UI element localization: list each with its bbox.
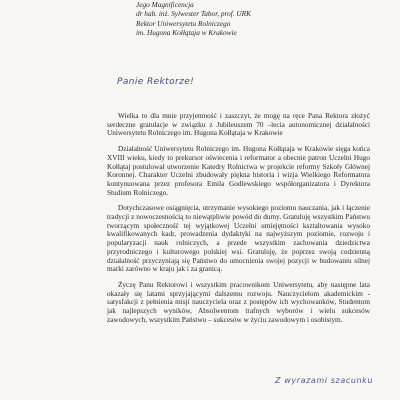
paragraph-history: Działalność Uniwersytetu Rolniczego im. Hugona Kołłątaja w Krakowie sięga końca XVIII wieku, kiedy to prekursor oświecenia i reformator a obecnie patron Uczelni Hugo Kołłątaj postulował utworzenie Katedry Rolnictwa w projekcie reformy Szkoły Głównej Koronnej. Charakter Uczelni zbudowały piękna historia i wizja Wielkiego Reformatora kontynuowana przez profesora Emila Godlewskiego współorganizatora i Dyrektora Studium Rolniczego. bbox=[107, 145, 370, 197]
paragraph-congratulations: Wielka to dla mnie przyjemność i zaszczyt, że mogę na ręce Pana Rektora złożyć serdeczne gratulacje w związku z Jubileuszem 70 –lecia autonomicznej działalności Uniwersytetu Rolniczego im. Hugona Kołłątaja w Krakowie bbox=[107, 112, 370, 138]
addressee-block bbox=[136, 0, 251, 37]
addressee-title: Rektor Uniwersytetu Rolniczego bbox=[136, 18, 231, 28]
addressee-honorific: Jego Magnificencja bbox=[136, 0, 194, 9]
paragraph-wishes: Życzę Panu Rektorowi i wszystkim pracownikom Uniwersytetu, aby następne lata okazały się latami sprzyjającymi dalszemu rozwoju. Nauczycielom akademickim - satysfakcji z pełnienia misji nauczyciela oraz z postępów ich wychowanków, Studentom jak najlepszych wyników, Absolwentom trafnych wyborów i wielu sukcesów zawodowych, wszystkim Państwu – sukcesów w życiu zawodowym i osobistym. bbox=[107, 280, 370, 324]
handwritten-salutation: Panie Rektorze! bbox=[117, 77, 195, 87]
addressee-institution: im. Hugona Kołłątaja w Krakowie bbox=[136, 27, 237, 37]
letter-body bbox=[107, 112, 370, 331]
handwritten-closing: Z wyrazami szacunku bbox=[275, 376, 374, 385]
paragraph-achievements: Dotychczasowe osiągnięcia, utrzymanie wysokiego poziomu nauczania, jak i łączenie tradycji z nowoczesnością to niewątpliwie powód do dumy. Gratuluję wszystkim Państwu tworzącym społeczność tej wyjątkowej Uczelni umiejętności ksztaltowania wysoko kwalifikowanych kadr, prowadzenia dydaktyki na najwyższym poziomie, rozwoju i popularyzacji nauk rolniczych, a przede wszystkim zachowania dziedzictwa przyrodniczego i kulturowego polskiej wsi. Gratuluję, że poprzez swoją codzienną działalność przyczyniają się Państwo do umocnienia swojej pozycji w budowaniu silnej marki zarówno w kraju jak i za granicą. bbox=[107, 204, 370, 274]
addressee-name: dr hab. inż. Sylwester Tabor, prof. URK bbox=[136, 9, 252, 19]
